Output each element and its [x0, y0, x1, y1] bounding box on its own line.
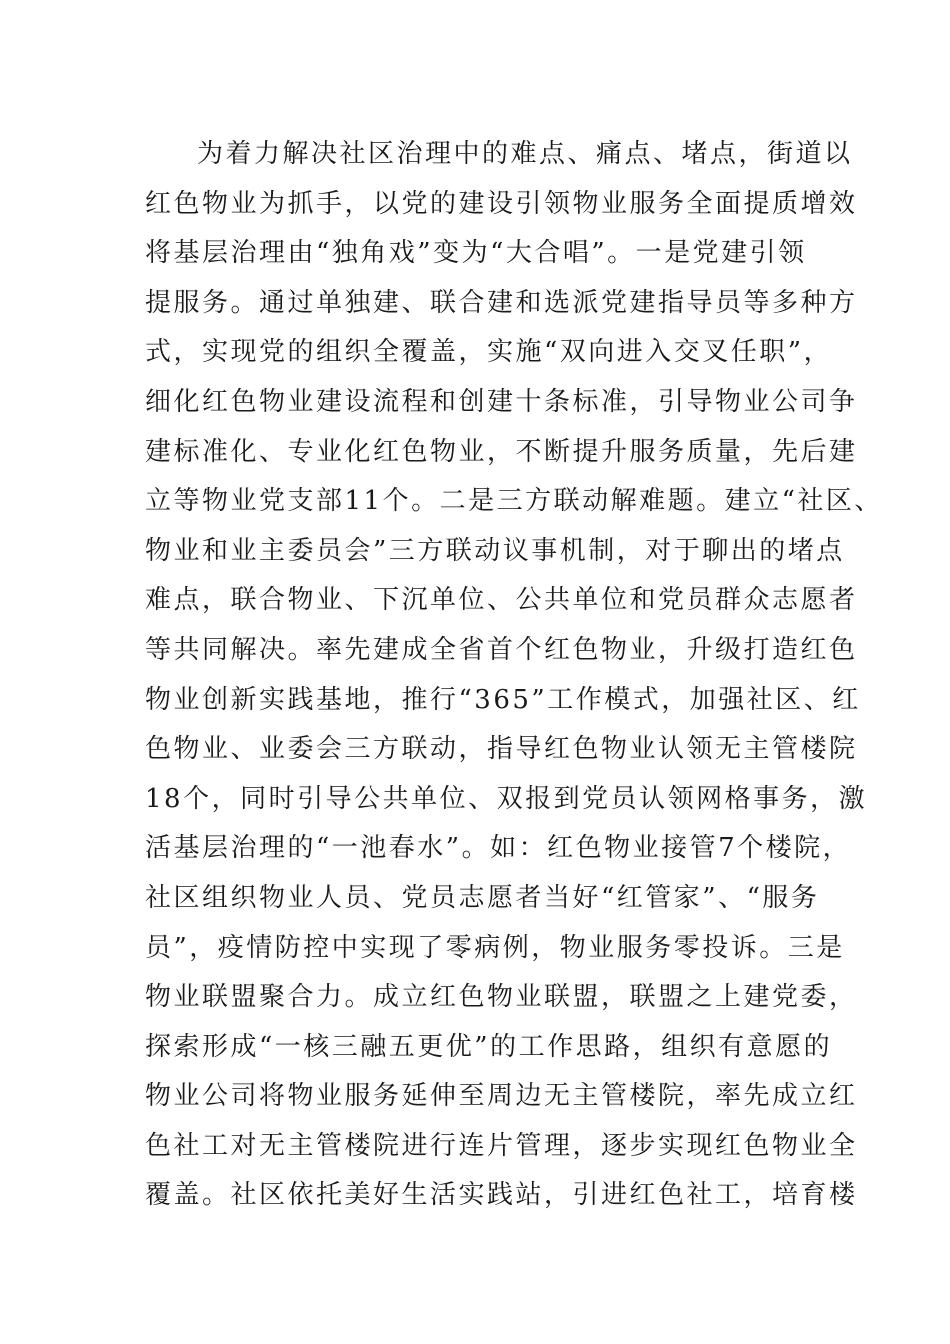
text-line: 将基层治理由“独角戏”变为“大合唱”。一是党建引领 [145, 238, 807, 269]
text-line: 式，实现党的组织全覆盖，实施“双向进入交叉任职”， [145, 337, 833, 368]
text-line: 物业联盟聚合力。成立红色物业联盟，联盟之上建党委， [145, 982, 858, 1013]
text-line: 提服务。通过单独建、联合建和选派党建指导员等多种方 [145, 287, 858, 318]
text-line: 物业公司将物业服务延伸至周边无主管楼院，率先成立红 [145, 1081, 858, 1112]
text-line: 物业和业主委员会”三方联动议事机制，对于聊出的堵点 [145, 535, 845, 566]
text-line: 细化红色物业建设流程和创建十条标准，引导物业公司争 [145, 386, 858, 417]
text-line: 建标准化、专业化红色物业，不断提升服务质量，先后建 [145, 436, 858, 467]
body-paragraph [145, 130, 883, 1221]
text-line: 为着力解决社区治理中的难点、痛点、堵点，街道以 [197, 139, 853, 169]
text-line: 社区组织物业人员、党员志愿者当好“红管家”、“服务 [145, 882, 820, 913]
text-line: 活基层治理的“一池春水”。如：红色物业接管7个楼院， [145, 833, 852, 864]
text-line: 探索形成“一核三融五更优”的工作思路，组织有意愿的 [145, 1031, 833, 1062]
text-line: 红色物业为抓手，以党的建设引领物业服务全面提质增效 [145, 188, 858, 219]
text-line: 等共同解决。率先建成全省首个红色物业，升级打造红色 [145, 634, 858, 665]
text-line: 员”，疫情防控中实现了零病例，物业服务零投诉。三是 [145, 932, 845, 963]
text-line: 色物业、业委会三方联动，指导红色物业认领无主管楼院 [145, 734, 858, 765]
text-line: 色社工对无主管楼院进行连片管理，逐步实现红色物业全 [145, 1130, 858, 1161]
text-line: 覆盖。社区依托美好生活实践站，引进红色社工，培育楼 [145, 1180, 858, 1211]
text-line: 18个，同时引导公共单位、双报到党员认领网格事务，激 [145, 783, 868, 814]
text-line: 难点，联合物业、下沉单位、公共单位和党员群众志愿者 [145, 585, 858, 616]
text-line: 物业创新实践基地，推行“365”工作模式，加强社区、红 [145, 684, 861, 715]
text-line: 立等物业党支部11个。二是三方联动解难题。建立“社区、 [145, 486, 883, 517]
